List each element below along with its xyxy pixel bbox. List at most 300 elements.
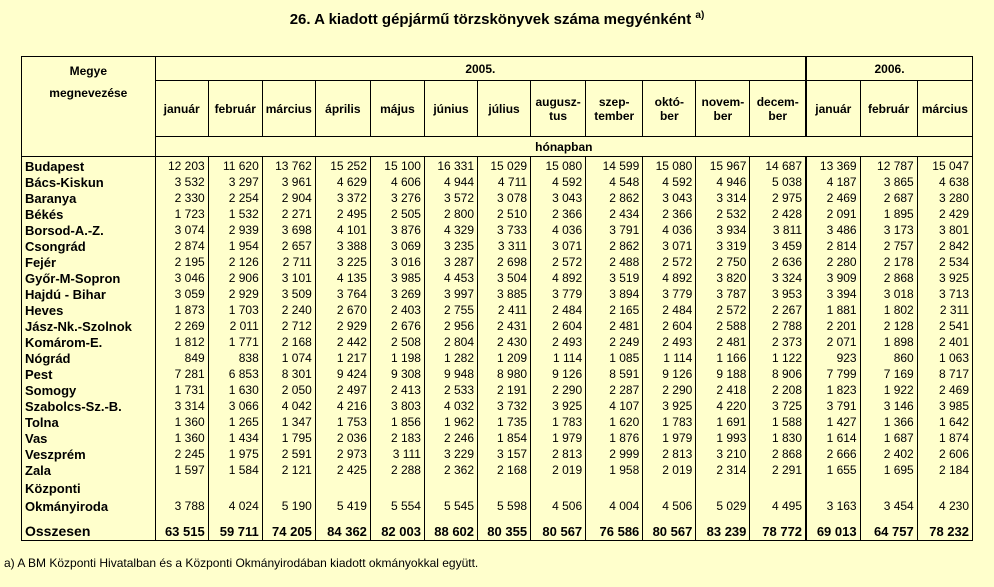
month-header: január: [155, 81, 208, 137]
value-cell: 1 975: [208, 446, 262, 462]
value-cell: 1 802: [860, 302, 917, 318]
value-cell: 1 265: [208, 414, 262, 430]
value-cell: 1 434: [208, 430, 262, 446]
value-cell: 3 876: [370, 222, 424, 238]
value-cell: 3 016: [370, 254, 424, 270]
value-cell: 2 999: [586, 446, 643, 462]
value-cell: 82 003: [370, 514, 424, 541]
value-cell: 2 403: [370, 302, 424, 318]
value-cell: 12 787: [860, 157, 917, 175]
value-cell: 4 042: [262, 398, 315, 414]
value-cell: 3 163: [806, 496, 860, 514]
value-cell: 2 813: [531, 446, 586, 462]
value-cell: 3 787: [696, 286, 750, 302]
value-cell: 3 101: [262, 270, 315, 286]
value-cell: 2 246: [424, 430, 477, 446]
value-cell: 2 533: [424, 382, 477, 398]
value-cell: 3 909: [806, 270, 860, 286]
value-cell: 3 314: [696, 190, 750, 206]
value-cell: 2 267: [750, 302, 806, 318]
table-row: [22, 350, 973, 366]
value-cell: 2 687: [860, 190, 917, 206]
value-cell: 3 046: [155, 270, 208, 286]
value-cell: 12 203: [155, 157, 208, 175]
value-cell: 2 290: [643, 382, 696, 398]
county-name: Tolna: [22, 414, 156, 430]
value-cell: 8 591: [586, 366, 643, 382]
value-cell: 3 280: [917, 190, 972, 206]
table-row: [22, 366, 973, 382]
value-cell: 15 029: [478, 157, 531, 175]
month-header: decem- ber: [750, 81, 806, 137]
value-cell: 4 606: [370, 174, 424, 190]
value-cell: 2 011: [208, 318, 262, 334]
value-cell: 8 906: [750, 366, 806, 382]
county-name: Heves: [22, 302, 156, 318]
value-cell: 1 795: [262, 430, 315, 446]
county-name: Vas: [22, 430, 156, 446]
value-cell: 1 114: [531, 350, 586, 366]
value-cell: 3 764: [315, 286, 370, 302]
value-cell: 2 484: [643, 302, 696, 318]
value-cell: 4 892: [531, 270, 586, 286]
value-cell: [586, 478, 643, 496]
month-header: július: [478, 81, 531, 137]
value-cell: 2 604: [643, 318, 696, 334]
value-cell: 2 418: [696, 382, 750, 398]
value-cell: 3 486: [806, 222, 860, 238]
value-cell: 3 698: [262, 222, 315, 238]
value-cell: 74 205: [262, 514, 315, 541]
value-cell: 2 591: [262, 446, 315, 462]
value-cell: 849: [155, 350, 208, 366]
value-cell: 3 885: [478, 286, 531, 302]
value-cell: 1 427: [806, 414, 860, 430]
value-cell: 2 657: [262, 238, 315, 254]
value-cell: 2 050: [262, 382, 315, 398]
value-cell: [208, 478, 262, 496]
value-cell: 5 029: [696, 496, 750, 514]
value-cell: 7 281: [155, 366, 208, 382]
value-cell: 5 419: [315, 496, 370, 514]
value-cell: 59 711: [208, 514, 262, 541]
month-header: február: [208, 81, 262, 137]
value-cell: 1 854: [478, 430, 531, 446]
value-cell: 2 676: [370, 318, 424, 334]
value-cell: 1 979: [531, 430, 586, 446]
value-cell: [917, 478, 972, 496]
value-cell: 1 166: [696, 350, 750, 366]
value-cell: 1 856: [370, 414, 424, 430]
data-table: [21, 56, 973, 541]
value-cell: 5 190: [262, 496, 315, 514]
county-name: Csongrád: [22, 238, 156, 254]
value-cell: 2 532: [696, 206, 750, 222]
value-cell: 13 369: [806, 157, 860, 175]
value-cell: 3 820: [696, 270, 750, 286]
value-cell: 4 944: [424, 174, 477, 190]
value-cell: 8 301: [262, 366, 315, 382]
value-cell: 1 783: [531, 414, 586, 430]
table-row: [22, 496, 973, 514]
table-row: [22, 318, 973, 334]
value-cell: 2 411: [478, 302, 531, 318]
value-cell: 2 428: [750, 206, 806, 222]
value-cell: [478, 478, 531, 496]
value-cell: 2 636: [750, 254, 806, 270]
value-cell: 16 331: [424, 157, 477, 175]
value-cell: 9 126: [531, 366, 586, 382]
value-cell: 1 588: [750, 414, 806, 430]
value-cell: 3 985: [917, 398, 972, 414]
value-cell: 15 967: [696, 157, 750, 175]
value-cell: 15 252: [315, 157, 370, 175]
value-cell: 2 091: [806, 206, 860, 222]
table-row: [22, 398, 973, 414]
value-cell: 2 121: [262, 462, 315, 478]
value-cell: 2 495: [315, 206, 370, 222]
value-cell: 1 347: [262, 414, 315, 430]
value-cell: 2 245: [155, 446, 208, 462]
value-cell: [806, 478, 860, 496]
value-cell: 1 823: [806, 382, 860, 398]
value-cell: 4 638: [917, 174, 972, 190]
county-name: Győr-M-Sopron: [22, 270, 156, 286]
value-cell: 2 191: [478, 382, 531, 398]
value-cell: 1 979: [643, 430, 696, 446]
footnote: a) A BM Központi Hivatalban és a Központi Okmányirodában kiadott okmányokkal együtt.: [4, 556, 479, 570]
table-row: [22, 478, 973, 496]
value-cell: 2 469: [806, 190, 860, 206]
table-row: [22, 446, 973, 462]
value-cell: 2 862: [586, 238, 643, 254]
table-row: [22, 157, 973, 175]
value-cell: 2 862: [586, 190, 643, 206]
value-cell: 2 036: [315, 430, 370, 446]
value-cell: 4 506: [643, 496, 696, 514]
month-header: június: [424, 81, 477, 137]
value-cell: 2 168: [478, 462, 531, 478]
month-header: január: [806, 81, 860, 137]
value-cell: 1 687: [860, 430, 917, 446]
value-cell: 2 904: [262, 190, 315, 206]
value-cell: 2 430: [478, 334, 531, 350]
value-cell: 3 018: [860, 286, 917, 302]
value-cell: 1 962: [424, 414, 477, 430]
value-cell: 2 481: [586, 318, 643, 334]
value-cell: 2 572: [643, 254, 696, 270]
value-cell: 64 757: [860, 514, 917, 541]
value-cell: 78 772: [750, 514, 806, 541]
value-cell: 3 532: [155, 174, 208, 190]
county-name: Osszesen: [22, 514, 156, 541]
value-cell: 2 373: [750, 334, 806, 350]
value-cell: 2 413: [370, 382, 424, 398]
value-cell: 2 240: [262, 302, 315, 318]
table-row: [22, 190, 973, 206]
value-cell: 2 431: [478, 318, 531, 334]
value-cell: 2 168: [262, 334, 315, 350]
value-cell: 2 534: [917, 254, 972, 270]
value-cell: 1 063: [917, 350, 972, 366]
value-cell: 3 985: [370, 270, 424, 286]
county-name: Békés: [22, 206, 156, 222]
value-cell: 3 394: [806, 286, 860, 302]
value-cell: [750, 478, 806, 496]
value-cell: 1 360: [155, 430, 208, 446]
value-cell: 4 592: [531, 174, 586, 190]
month-header: novem- ber: [696, 81, 750, 137]
value-cell: 3 811: [750, 222, 806, 238]
table-row: [22, 206, 973, 222]
value-cell: 2 288: [370, 462, 424, 478]
page-title: [0, 10, 994, 28]
value-cell: 4 592: [643, 174, 696, 190]
value-cell: 13 762: [262, 157, 315, 175]
value-cell: 2 929: [315, 318, 370, 334]
value-cell: 2 183: [370, 430, 424, 446]
value-cell: 4 024: [208, 496, 262, 514]
value-cell: 1 532: [208, 206, 262, 222]
county-name: Komárom-E.: [22, 334, 156, 350]
year-2005-header: 2005.: [155, 57, 806, 81]
value-cell: 3 311: [478, 238, 531, 254]
value-cell: 3 801: [917, 222, 972, 238]
value-cell: 923: [806, 350, 860, 366]
value-cell: 3 961: [262, 174, 315, 190]
county-header: Megye megnevezése: [22, 57, 156, 157]
value-cell: 4 032: [424, 398, 477, 414]
table-row: [22, 430, 973, 446]
value-cell: 2 269: [155, 318, 208, 334]
value-cell: 3 324: [750, 270, 806, 286]
value-cell: 4 506: [531, 496, 586, 514]
value-cell: 3 572: [424, 190, 477, 206]
county-name: Somogy: [22, 382, 156, 398]
value-cell: 9 188: [696, 366, 750, 382]
value-cell: 1 874: [917, 430, 972, 446]
value-cell: 3 509: [262, 286, 315, 302]
value-cell: 3 314: [155, 398, 208, 414]
value-cell: 2 606: [917, 446, 972, 462]
value-cell: 5 545: [424, 496, 477, 514]
value-cell: 2 249: [586, 334, 643, 350]
county-name: Központi: [22, 478, 156, 496]
value-cell: 1 771: [208, 334, 262, 350]
month-header: április: [315, 81, 370, 137]
value-cell: 3 725: [750, 398, 806, 414]
value-cell: 2 208: [750, 382, 806, 398]
value-cell: 3 388: [315, 238, 370, 254]
value-cell: 1 282: [424, 350, 477, 366]
value-cell: 1 731: [155, 382, 208, 398]
value-cell: 2 254: [208, 190, 262, 206]
value-cell: 4 135: [315, 270, 370, 286]
value-cell: 2 314: [696, 462, 750, 478]
value-cell: 1 597: [155, 462, 208, 478]
value-cell: 83 239: [696, 514, 750, 541]
value-cell: 8 717: [917, 366, 972, 382]
value-cell: 76 586: [586, 514, 643, 541]
value-cell: 2 366: [643, 206, 696, 222]
value-cell: 9 126: [643, 366, 696, 382]
value-cell: [315, 478, 370, 496]
value-cell: 3 459: [750, 238, 806, 254]
value-cell: 1 198: [370, 350, 424, 366]
value-cell: 1 954: [208, 238, 262, 254]
value-cell: 3 372: [315, 190, 370, 206]
value-cell: 2 497: [315, 382, 370, 398]
value-cell: 3 925: [917, 270, 972, 286]
value-cell: 1 703: [208, 302, 262, 318]
value-cell: 2 126: [208, 254, 262, 270]
value-cell: 3 043: [531, 190, 586, 206]
value-cell: 80 567: [531, 514, 586, 541]
value-cell: 2 311: [917, 302, 972, 318]
value-cell: 1 881: [806, 302, 860, 318]
value-cell: 2 201: [806, 318, 860, 334]
value-cell: 3 733: [478, 222, 531, 238]
month-header: február: [860, 81, 917, 137]
value-cell: 3 297: [208, 174, 262, 190]
value-cell: 3 454: [860, 496, 917, 514]
title-text: 26. A kiadott gépjármű törzskönyvek száma megyénként: [289, 11, 692, 28]
value-cell: 1 614: [806, 430, 860, 446]
value-cell: 1 074: [262, 350, 315, 366]
value-cell: 2 481: [696, 334, 750, 350]
value-cell: [860, 478, 917, 496]
value-cell: 2 508: [370, 334, 424, 350]
value-cell: 1 895: [860, 206, 917, 222]
value-cell: 2 813: [643, 446, 696, 462]
county-name: Fejér: [22, 254, 156, 270]
value-cell: 3 779: [531, 286, 586, 302]
value-cell: 2 572: [531, 254, 586, 270]
value-cell: 3 078: [478, 190, 531, 206]
value-cell: [262, 478, 315, 496]
value-cell: 3 235: [424, 238, 477, 254]
value-cell: 3 791: [586, 222, 643, 238]
value-cell: 3 894: [586, 286, 643, 302]
value-cell: 2 788: [750, 318, 806, 334]
value-cell: [643, 478, 696, 496]
value-cell: 9 948: [424, 366, 477, 382]
value-cell: 1 122: [750, 350, 806, 366]
value-cell: 2 330: [155, 190, 208, 206]
value-cell: 2 469: [917, 382, 972, 398]
value-cell: 4 946: [696, 174, 750, 190]
month-header: március: [917, 81, 972, 137]
value-cell: 2 402: [860, 446, 917, 462]
value-cell: 3 146: [860, 398, 917, 414]
value-cell: 1 783: [643, 414, 696, 430]
value-cell: 3 732: [478, 398, 531, 414]
value-cell: 5 598: [478, 496, 531, 514]
value-cell: 2 291: [750, 462, 806, 478]
value-cell: 2 287: [586, 382, 643, 398]
value-cell: 3 157: [478, 446, 531, 462]
value-cell: 3 803: [370, 398, 424, 414]
value-cell: 2 572: [696, 302, 750, 318]
value-cell: 3 043: [643, 190, 696, 206]
value-cell: 3 779: [643, 286, 696, 302]
value-cell: 2 178: [860, 254, 917, 270]
value-cell: 2 956: [424, 318, 477, 334]
month-header: március: [262, 81, 315, 137]
value-cell: 14 687: [750, 157, 806, 175]
month-header: augusz- tus: [531, 81, 586, 137]
county-name: Budapest: [22, 157, 156, 175]
value-cell: 1 584: [208, 462, 262, 478]
value-cell: 3 225: [315, 254, 370, 270]
value-cell: 2 442: [315, 334, 370, 350]
county-name: Baranya: [22, 190, 156, 206]
county-name: Bács-Kiskun: [22, 174, 156, 190]
value-cell: 4 220: [696, 398, 750, 414]
value-cell: [424, 478, 477, 496]
value-cell: 6 853: [208, 366, 262, 382]
value-cell: 2 488: [586, 254, 643, 270]
value-cell: 4 329: [424, 222, 477, 238]
month-header-row: [22, 81, 973, 137]
value-cell: 2 698: [478, 254, 531, 270]
value-cell: 1 898: [860, 334, 917, 350]
value-cell: 1 695: [860, 462, 917, 478]
value-cell: 2 019: [531, 462, 586, 478]
value-cell: 4 711: [478, 174, 531, 190]
value-cell: 3 925: [643, 398, 696, 414]
value-cell: 7 169: [860, 366, 917, 382]
value-cell: 1 723: [155, 206, 208, 222]
value-cell: [155, 478, 208, 496]
value-cell: 1 114: [643, 350, 696, 366]
value-cell: 7 799: [806, 366, 860, 382]
county-name: Borsod-A.-Z.: [22, 222, 156, 238]
value-cell: 2 814: [806, 238, 860, 254]
table-body: [22, 157, 973, 541]
value-cell: 78 232: [917, 514, 972, 541]
value-cell: 3 287: [424, 254, 477, 270]
table-row: [22, 414, 973, 430]
value-cell: 2 750: [696, 254, 750, 270]
value-cell: 9 424: [315, 366, 370, 382]
value-cell: 3 229: [424, 446, 477, 462]
value-cell: 2 434: [586, 206, 643, 222]
value-cell: 4 101: [315, 222, 370, 238]
county-name: Jász-Nk.-Szolnok: [22, 318, 156, 334]
value-cell: 3 059: [155, 286, 208, 302]
value-cell: 15 047: [917, 157, 972, 175]
value-cell: 1 360: [155, 414, 208, 430]
value-cell: 2 425: [315, 462, 370, 478]
table-row: [22, 222, 973, 238]
value-cell: 15 080: [643, 157, 696, 175]
value-cell: 5 554: [370, 496, 424, 514]
value-cell: 1 876: [586, 430, 643, 446]
value-cell: 8 980: [478, 366, 531, 382]
value-cell: 5 038: [750, 174, 806, 190]
value-cell: 4 892: [643, 270, 696, 286]
value-cell: 4 495: [750, 496, 806, 514]
value-cell: 2 493: [531, 334, 586, 350]
value-cell: 2 929: [208, 286, 262, 302]
value-cell: 2 401: [917, 334, 972, 350]
value-cell: 2 712: [262, 318, 315, 334]
value-cell: 3 074: [155, 222, 208, 238]
value-cell: 2 429: [917, 206, 972, 222]
value-cell: 2 541: [917, 318, 972, 334]
county-name: Pest: [22, 366, 156, 382]
